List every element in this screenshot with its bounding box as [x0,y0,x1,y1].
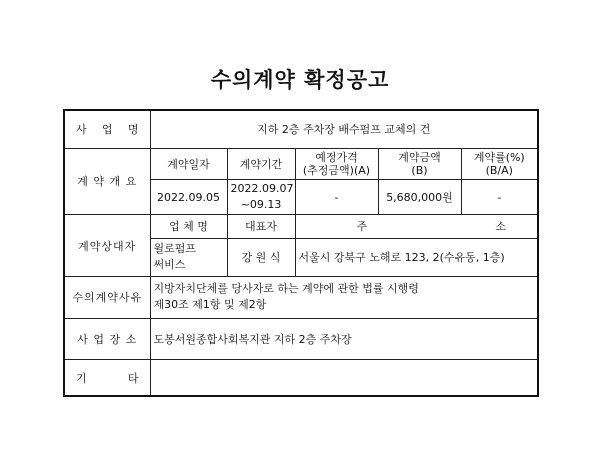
contract-amount: 5,680,000원 [378,180,461,215]
project-label-char: 사 [76,123,87,137]
header-address [295,215,538,238]
counterparty-label: 계약상대자 [64,215,150,276]
document-title: 수의계약 확정공고 [210,68,390,92]
header-contract-rate: 계약률(%) (B/A) [461,148,538,180]
other-label-char: 기 [76,371,87,385]
company-address: 서울시 강북구 노해로 123, 2(수유동, 1층) [295,238,538,276]
other-value [150,360,538,396]
project-label [64,110,150,148]
header-contract-period: 계약기간 [227,148,295,180]
header-company: 업 체 명 [150,215,227,238]
contract-header-row [64,148,538,180]
other-label-char: 타 [127,371,139,385]
company-name: 윌로펌프 써비스 [150,238,227,276]
contract-period: 2022.09.07 ~09.13 [227,180,295,215]
header-address-char: 주 [356,220,368,234]
contract-rate: - [461,180,538,215]
counterparty-header-row [64,215,538,238]
header-representative: 대표자 [227,215,295,238]
reason-text: 지방자치단체를 당사자로 하는 계약에 관한 법률 시행령 제30조 제1항 및 제2항 [150,276,538,318]
location-label: 사 업 장 소 [64,319,150,360]
header-contract-date: 계약일자 [150,148,227,180]
announcement-table [63,109,539,397]
location-text: 도봉서원종합사회복지관 지하 2층 주차장 [150,319,538,360]
contract-overview-label: 계 약 개 요 [64,148,150,215]
project-name: 지하 2층 주차장 배수펌프 교체의 건 [150,110,538,148]
project-row [64,110,538,148]
header-address-char: 소 [495,220,507,234]
reason-label: 수의계약사유 [64,276,150,318]
header-contract-amount: 계약금액 (B) [378,148,461,180]
project-label-char: 업 [101,123,113,137]
estimated-price: - [295,180,378,215]
reason-row [64,276,538,318]
location-row [64,319,538,360]
project-label-char: 명 [127,123,139,137]
other-row [64,360,538,396]
representative-name: 강 원 식 [227,238,295,276]
contract-date: 2022.09.05 [150,180,227,215]
header-estimated-price: 예정가격 (추정금액)(A) [295,148,378,180]
other-label [64,360,150,396]
